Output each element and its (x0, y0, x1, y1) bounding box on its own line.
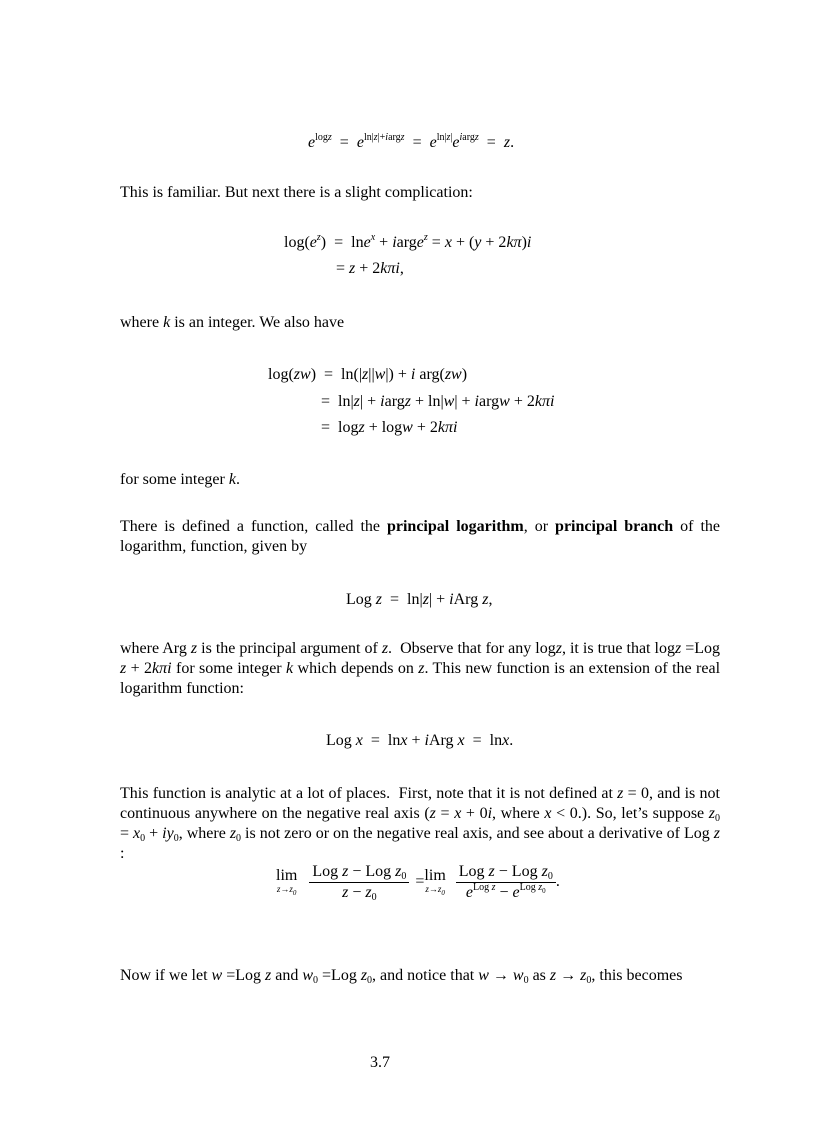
equation-log-zw-line3: = logz + logw + 2kπi (321, 419, 458, 436)
equation-exp-log: $e^{logz} = e^{ln|z|+iargz} = e^{ln|z|}e^{iargz} = z$. (308, 132, 515, 151)
paragraph-integer-k: where k is an integer. We also have (120, 314, 345, 331)
paragraph-principal-argument: where Arg z is the principal argument of z. Observe that for any logz, it is true that logz =Log z + 2kπi for some integer k which depends on z. This new function is an extension of the real logarithm function: (120, 640, 721, 697)
paragraph-familiar: This is familiar. But next there is a slight complication: (120, 184, 473, 201)
equation-log-ez-line2: = z + 2kπi, (336, 260, 404, 277)
equation-Log-definition: Log z = ln|z| + iArg z, (346, 591, 493, 608)
paragraph-analytic: This function is analytic at a lot of places. First, note that it is not defined at z = 0, and is not continuous anywhere on the negative real axis (z = x + 0i, where x < 0.). So, let’s suppose $z_0 = x_0 + iy_0$, where $z_0$ is not zero or on the negative real axis, and see about a derivative of Log z : (120, 785, 721, 862)
term-principal-branch: principal branch (555, 518, 674, 535)
page-number: 3.7 (370, 1054, 390, 1071)
paragraph-some-integer: for some integer k. (120, 471, 240, 488)
equation-log-ez-line1: $\log(e^z) = \ln e^x$ + iarge$^z$ = x + (y + 2kπ)i (284, 232, 532, 251)
fraction-left: $\frac{Log z - Log z_0}{z - z_0}$ (309, 862, 409, 903)
equation-log-zw-line2: = ln|z| + iargz + ln|w| + iargw + 2kπi (321, 393, 555, 410)
equation-Log-real: Log x = lnx + iArg x = lnx. (326, 732, 514, 749)
limit-operator-right: lim $z\to z_0$ (424, 866, 446, 897)
limit-operator-left: lim $z\to z_0$ (276, 866, 298, 897)
term-principal-logarithm: principal logarithm (386, 518, 524, 535)
paragraph-principal-logarithm: There is defined a function, called the principal logarithm, or principal branch of the logarithm, function, given by (120, 518, 721, 555)
equation-log-zw-line1: log(zw) = ln(|z||w|) + i arg(zw) (268, 366, 468, 383)
paragraph-substitution: Now if we let w =Log z and $w_0 =Log$ $z_0$, and notice that $w \to w_0$ as $z \to z_0$, this becomes (120, 967, 683, 986)
equation-derivative-limit: lim $z\to z_0$ $\frac{Log z - Log z_0}{z - z_0}$ =lim $z\to z_0$ $\frac{Log z - Log z_0}{e^{Log z} - e^{Log z_0}}$ . (276, 863, 560, 903)
fraction-right: $\frac{Log z - Log z_0}{e^{Log z} - e^{Log z_0}}$ (456, 862, 556, 903)
